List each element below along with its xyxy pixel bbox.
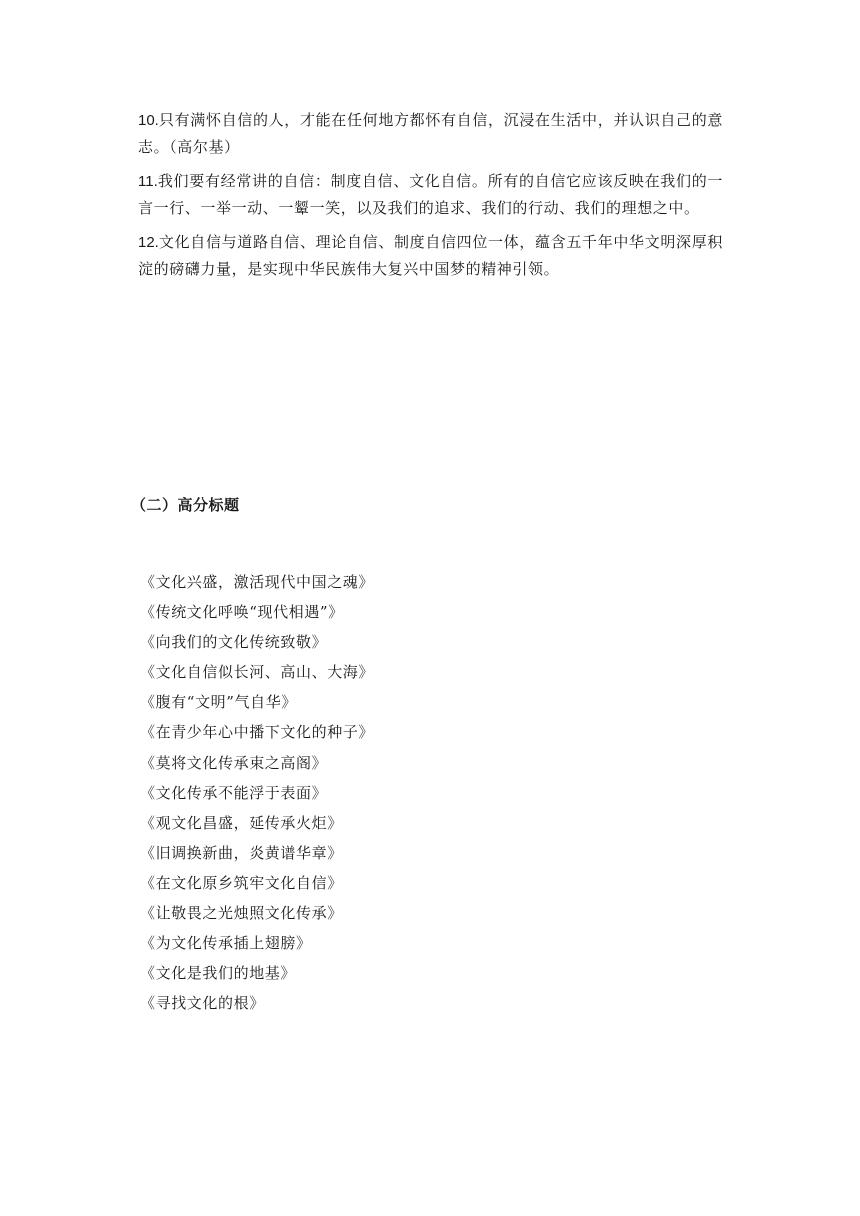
title-item: 《腹有“文明”气自华》 <box>140 693 297 712</box>
title-item: 《让敬畏之光烛照文化传承》 <box>140 904 343 923</box>
title-item: 《寻找文化的根》 <box>140 994 265 1013</box>
title-item: 《在文化原乡筑牢文化自信》 <box>140 873 343 892</box>
title-item: 《传统文化呼唤“现代相遇”》 <box>140 603 344 622</box>
title-item: 《在青少年心中播下文化的种子》 <box>140 723 375 742</box>
title-item: 《文化传承不能浮于表面》 <box>140 783 328 802</box>
quote-item <box>138 107 723 160</box>
quote-text: 我们要有经常讲的自信：制度自信、文化自信。所有的自信它应该反映在我们的一言一行、一举一动、一颦一笑，以及我们的追求、我们的行动、我们的理想之中。 <box>138 172 723 217</box>
title-item: 《文化是我们的地基》 <box>140 964 297 983</box>
quote-number: 12. <box>138 234 159 251</box>
title-item: 《莫将文化传承束之高阁》 <box>140 753 328 772</box>
title-list <box>140 567 374 1018</box>
quote-item <box>138 168 723 221</box>
title-item: 《观文化昌盛，延传承火炬》 <box>140 813 343 832</box>
quote-number: 10. <box>138 112 159 129</box>
title-item: 《文化兴盛，激活现代中国之魂》 <box>140 573 375 591</box>
title-item: 《旧调换新曲，炎黄谱华章》 <box>140 843 343 862</box>
quote-list <box>138 107 723 290</box>
quote-text: 文化自信与道路自信、理论自信、制度自信四位一体，蕴含五千年中华文明深厚积淀的磅礴力量，是实现中华民族伟大复兴中国梦的精神引领。 <box>138 233 723 278</box>
title-item: 《向我们的文化传统致敬》 <box>140 633 328 652</box>
title-item: 《为文化传承插上翅膀》 <box>140 934 312 953</box>
quote-number: 11. <box>138 173 158 190</box>
quote-text: 只有满怀自信的人，才能在任何地方都怀有自信，沉浸在生活中，并认识自己的意志。（高尔基） <box>138 111 723 156</box>
quote-item <box>138 229 723 282</box>
section-heading: （二）高分标题 <box>131 497 240 514</box>
title-item: 《文化自信似长河、高山、大海》 <box>140 663 375 682</box>
